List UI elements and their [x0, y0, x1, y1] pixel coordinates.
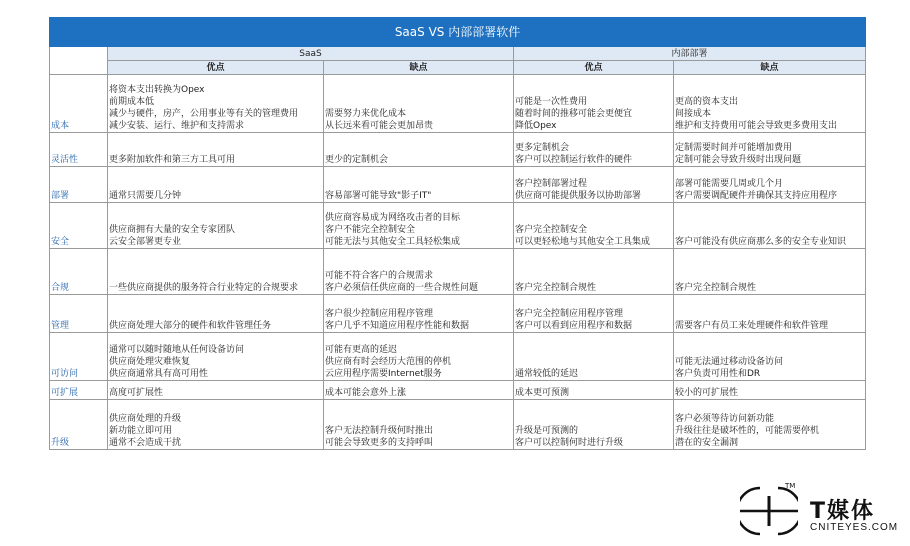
- table-cell: [324, 133, 514, 167]
- table-cell: [674, 333, 866, 381]
- tmedia-logo: [740, 482, 900, 540]
- row-label: 管理: [50, 295, 108, 333]
- cell-line: 可能有更高的延迟: [325, 345, 398, 355]
- table-row: [50, 400, 866, 450]
- cell-line: 客户完全控制应用程序管理: [515, 309, 624, 319]
- cell-line: 客户无法控制升级何时推出: [325, 426, 434, 436]
- cell-line: 更高的资本支出: [675, 97, 739, 107]
- cell-line: 可能无法与其他安全工具轻松集成: [325, 237, 461, 247]
- table-cell: [514, 249, 674, 295]
- table-row: [50, 295, 866, 333]
- subheader-onprem-pros: 优点: [514, 61, 674, 75]
- cell-line: 通常不会造成干扰: [109, 438, 182, 448]
- table-body: [50, 75, 866, 450]
- table-cell: [108, 249, 324, 295]
- cell-line: 高度可扩展性: [109, 388, 164, 398]
- row-label: 成本: [50, 75, 108, 133]
- table-cell: [108, 167, 324, 203]
- cell-line: 供应商通常具有高可用性: [109, 369, 209, 379]
- group-header-onpremise: 内部部署: [514, 47, 866, 61]
- cell-line: 供应商处理灾难恢复: [109, 357, 191, 367]
- table-cell: [108, 400, 324, 450]
- table-cell: [324, 400, 514, 450]
- table-cell: [108, 203, 324, 249]
- cell-line: 客户完全控制安全: [515, 225, 588, 235]
- table-cell: [514, 381, 674, 400]
- table-cell: [674, 249, 866, 295]
- table-row: [50, 333, 866, 381]
- cell-line: 随着时间的推移可能会更便宜: [515, 109, 633, 119]
- cell-line: 潜在的安全漏洞: [675, 438, 739, 448]
- group-header-saas: SaaS: [108, 47, 514, 61]
- row-label: 安全: [50, 203, 108, 249]
- cell-line: 客户可以控制运行软件的硬件: [515, 155, 633, 165]
- table-cell: [674, 167, 866, 203]
- table-cell: [514, 133, 674, 167]
- cell-line: 升级是可预测的: [515, 426, 579, 436]
- cell-line: 减少与硬件，房产，公用事业等有关的管理费用: [109, 109, 299, 119]
- cell-line: 客户可以控制何时进行升级: [515, 438, 624, 448]
- cell-line: 客户完全控制合规性: [675, 283, 757, 293]
- cell-line: 将资本支出转换为Opex: [109, 85, 205, 95]
- subheader-saas-cons: 缺点: [324, 61, 514, 75]
- comparison-table: [49, 17, 866, 450]
- cell-line: 通常可以随时随地从任何设备访问: [109, 345, 245, 355]
- cell-line: 一些供应商提供的服务符合行业特定的合规要求: [109, 283, 299, 293]
- table-cell: [514, 295, 674, 333]
- table-cell: [674, 133, 866, 167]
- table-cell: [108, 381, 324, 400]
- cell-line: 容易部署可能导致"影子IT": [325, 191, 432, 201]
- table-row: [50, 203, 866, 249]
- table-cell: [108, 133, 324, 167]
- cell-line: 客户负责可用性和DR: [675, 369, 761, 379]
- subheader-corner: [50, 61, 108, 75]
- row-label: 升级: [50, 400, 108, 450]
- cell-line: 前期成本低: [109, 97, 155, 107]
- cell-line: 更多附加软件和第三方工具可用: [109, 155, 236, 165]
- cell-line: 升级往往是破坏性的，可能需要停机: [675, 426, 820, 436]
- logo-text-cn: T媒体: [810, 499, 876, 524]
- cell-line: 云安全部署更专业: [109, 237, 182, 247]
- table-row: [50, 75, 866, 133]
- cell-line: 客户不能完全控制安全: [325, 225, 416, 235]
- table-row: [50, 249, 866, 295]
- row-label: 灵活性: [50, 133, 108, 167]
- cell-line: 部署可能需要几周或几个月: [675, 179, 784, 189]
- row-label: 可访问: [50, 333, 108, 381]
- table-cell: [108, 295, 324, 333]
- cell-line: 客户必须信任供应商的一些合规性问题: [325, 283, 479, 293]
- subheader-onprem-cons: 缺点: [674, 61, 866, 75]
- table-cell: [324, 381, 514, 400]
- cell-line: 客户完全控制合规性: [515, 283, 597, 293]
- cell-line: 通常较低的延迟: [515, 369, 579, 379]
- cell-line: 间接成本: [675, 109, 712, 119]
- cell-line: 新功能立即可用: [109, 426, 173, 436]
- cell-line: 成本更可预测: [515, 388, 570, 398]
- cell-line: 可能无法通过移动设备访问: [675, 357, 784, 367]
- table-cell: [324, 333, 514, 381]
- cell-line: 云应用程序需要Internet服务: [325, 369, 442, 379]
- cell-line: 成本可能会意外上涨: [325, 388, 407, 398]
- table-cell: [108, 333, 324, 381]
- cell-line: 通常只需要几分钟: [109, 191, 182, 201]
- row-label: 合规: [50, 249, 108, 295]
- table-cell: [674, 381, 866, 400]
- cell-line: 需要努力来优化成本: [325, 109, 407, 119]
- table-cell: [514, 400, 674, 450]
- cell-line: 客户可能没有供应商那么多的安全专业知识: [675, 237, 847, 247]
- header-corner: [50, 47, 108, 61]
- cell-line: 维护和支持费用可能会导致更多费用支出: [675, 121, 838, 131]
- table-cell: [674, 400, 866, 450]
- row-label: 部署: [50, 167, 108, 203]
- table-cell: [324, 295, 514, 333]
- cell-line: 可能是一次性费用: [515, 97, 588, 107]
- cell-line: 供应商处理的升级: [109, 414, 182, 424]
- cell-line: 供应商容易成为网络攻击者的目标: [325, 213, 461, 223]
- cell-line: 客户需要调配硬件并确保其支持应用程序: [675, 191, 838, 201]
- cell-line: 更多定制机会: [515, 143, 570, 153]
- table-cell: [514, 333, 674, 381]
- table-cell: [324, 203, 514, 249]
- row-label: 可扩展: [50, 381, 108, 400]
- cell-line: 客户控制部署过程: [515, 179, 588, 189]
- cell-line: 定制需要时间并可能增加费用: [675, 143, 793, 153]
- table-cell: [324, 167, 514, 203]
- cell-line: 客户很少控制应用程序管理: [325, 309, 434, 319]
- subheader-saas-pros: 优点: [108, 61, 324, 75]
- table-cell: [674, 295, 866, 333]
- cell-line: 客户可以看到应用程序和数据: [515, 321, 633, 331]
- cell-line: 定制可能会导致升级时出现问题: [675, 155, 802, 165]
- cell-line: 供应商可能提供服务以协助部署: [515, 191, 642, 201]
- cell-line: 客户几乎不知道应用程序性能和数据: [325, 321, 470, 331]
- table-row: [50, 133, 866, 167]
- cell-line: 更少的定制机会: [325, 155, 389, 165]
- table-cell: [674, 203, 866, 249]
- cell-line: 供应商处理大部分的硬件和软件管理任务: [109, 321, 272, 331]
- logo-text-en: CNITEYES.COM: [810, 522, 899, 533]
- table-row: [50, 381, 866, 400]
- cell-line: 需要客户有员工来处理硬件和软件管理: [675, 321, 829, 331]
- cell-line: 客户必须等待访问新功能: [675, 414, 775, 424]
- comparison-table-container: [49, 17, 865, 450]
- cell-line: 降低Opex: [515, 121, 557, 131]
- cell-line: 较小的可扩展性: [675, 388, 739, 398]
- table-cell: [514, 203, 674, 249]
- table-title: SaaS VS 内部部署软件: [50, 18, 866, 47]
- cell-line: 可以更轻松地与其他安全工具集成: [515, 237, 651, 247]
- cell-line: 供应商拥有大量的安全专家团队: [109, 225, 236, 235]
- table-cell: [324, 75, 514, 133]
- table-cell: [514, 75, 674, 133]
- table-row: [50, 167, 866, 203]
- cell-line: 供应商有时会经历大范围的停机: [325, 357, 452, 367]
- cell-line: 减少安装、运行、维护和支持需求: [109, 121, 245, 131]
- cell-line: 可能会导致更多的支持呼叫: [325, 438, 434, 448]
- table-cell: [324, 249, 514, 295]
- logo-tm: TM: [785, 482, 796, 490]
- table-cell: [674, 75, 866, 133]
- table-cell: [514, 167, 674, 203]
- cell-line: 可能不符合客户的合规需求: [325, 271, 434, 281]
- cell-line: 从长远来看可能会更加昂贵: [325, 121, 434, 131]
- table-cell: [108, 75, 324, 133]
- logo-mark-icon: [740, 482, 798, 540]
